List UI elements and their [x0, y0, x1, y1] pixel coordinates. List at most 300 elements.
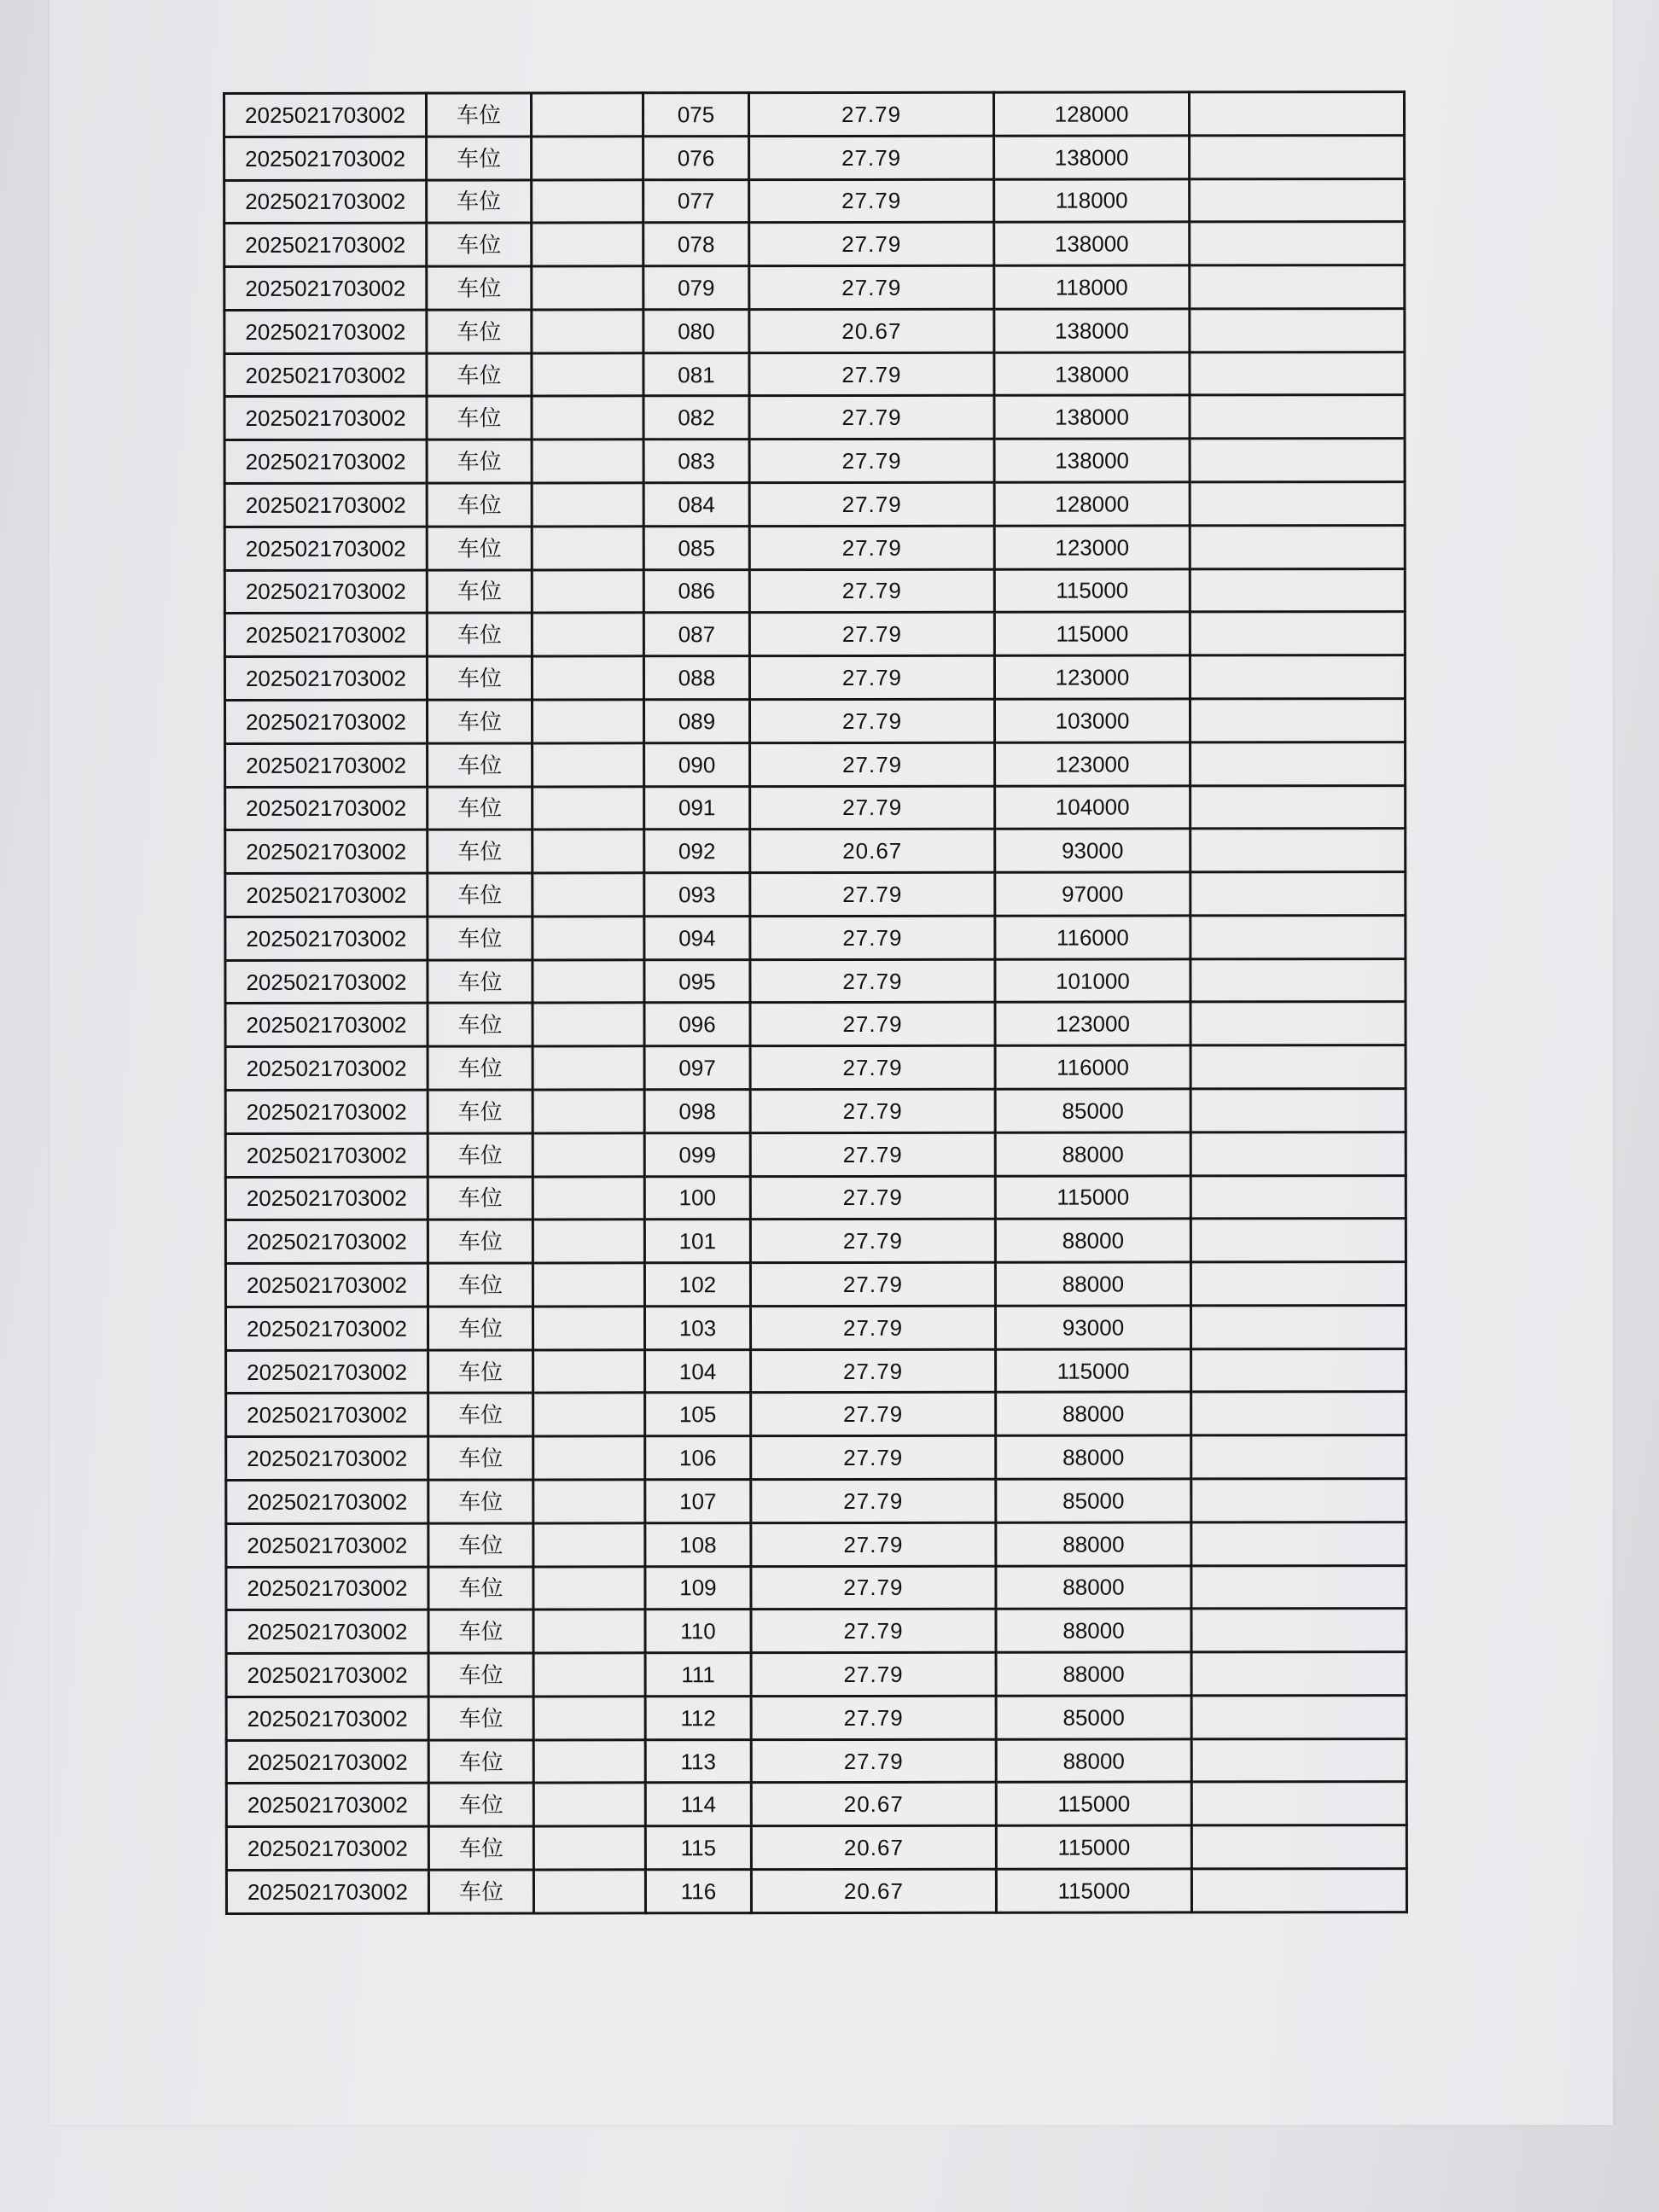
cell-area: 27.79: [750, 1176, 995, 1220]
table-row: [225, 785, 1406, 830]
cell-type: 车位: [428, 786, 533, 830]
cell-price: 103000: [994, 699, 1190, 742]
table-row: [224, 395, 1405, 440]
cell-price: 123000: [995, 742, 1190, 786]
cell-price: 93000: [995, 829, 1190, 872]
cell-area: 27.79: [749, 179, 994, 223]
paper-sheet: [49, 0, 1613, 2125]
cell-space-number: 087: [643, 613, 749, 656]
table-row: [224, 612, 1405, 657]
table-row: [226, 1609, 1406, 1654]
cell-blank: [533, 1307, 644, 1350]
cell-blank: [533, 1870, 645, 1913]
cell-space-number: 101: [644, 1220, 750, 1263]
table-row: [226, 1869, 1406, 1914]
cell-note: [1190, 1132, 1406, 1175]
cell-code: 2025021703002: [225, 787, 428, 830]
table-row: [224, 568, 1405, 614]
cell-space-number: 112: [645, 1697, 751, 1740]
cell-space-number: 095: [644, 959, 750, 1003]
cell-note: [1190, 785, 1406, 829]
cell-code: 2025021703002: [226, 1350, 428, 1394]
cell-code: 2025021703002: [224, 353, 427, 397]
cell-code: 2025021703002: [225, 743, 428, 787]
cell-type: 车位: [428, 1523, 533, 1567]
cell-code: 2025021703002: [224, 397, 427, 440]
cell-blank: [533, 1393, 645, 1436]
cell-type: 车位: [428, 1480, 533, 1523]
cell-type: 车位: [428, 1610, 533, 1653]
cell-price: 138000: [994, 352, 1190, 396]
cell-area: 27.79: [749, 613, 994, 656]
cell-type: 车位: [428, 1697, 533, 1740]
table-row: [224, 135, 1405, 180]
cell-space-number: 103: [644, 1307, 750, 1350]
cell-note: [1191, 1609, 1406, 1652]
cell-blank: [533, 1220, 644, 1263]
cell-type: 车位: [427, 137, 532, 180]
table-row: [225, 1002, 1406, 1047]
cell-space-number: 083: [643, 439, 749, 483]
table-wrapper: [223, 90, 1388, 1915]
cell-price: 88000: [996, 1565, 1191, 1609]
table-row: [226, 1695, 1406, 1740]
cell-blank: [532, 93, 643, 137]
cell-type: 车位: [427, 180, 532, 224]
cell-note: [1190, 829, 1406, 872]
cell-space-number: 099: [644, 1132, 750, 1176]
cell-area: 27.79: [751, 1610, 996, 1653]
cell-space-number: 111: [645, 1653, 751, 1697]
cell-type: 车位: [427, 570, 532, 614]
cell-code: 2025021703002: [224, 93, 427, 137]
cell-code: 2025021703002: [224, 266, 427, 310]
cell-blank: [533, 1697, 645, 1740]
cell-blank: [532, 439, 643, 483]
cell-note: [1190, 612, 1405, 655]
table-row: [224, 525, 1405, 570]
cell-code: 2025021703002: [224, 527, 427, 570]
cell-area: 27.79: [751, 1566, 996, 1610]
cell-price: 88000: [995, 1262, 1190, 1306]
cell-code: 2025021703002: [226, 1523, 428, 1567]
table-row: [224, 92, 1405, 137]
cell-note: [1190, 352, 1405, 395]
cell-code: 2025021703002: [225, 1220, 428, 1263]
cell-code: 2025021703002: [224, 224, 427, 267]
cell-price: 115000: [996, 1782, 1191, 1825]
cell-price: 128000: [994, 92, 1190, 136]
cell-space-number: 113: [645, 1739, 751, 1783]
table-row: [226, 1825, 1406, 1871]
cell-note: [1190, 178, 1405, 222]
cell-code: 2025021703002: [224, 483, 427, 527]
cell-note: [1191, 1782, 1406, 1825]
cell-area: 27.79: [751, 1522, 996, 1566]
cell-note: [1190, 742, 1406, 785]
cell-area: 27.79: [749, 699, 994, 742]
cell-blank: [532, 310, 643, 353]
cell-area: 27.79: [750, 1003, 995, 1046]
cell-space-number: 090: [644, 742, 750, 786]
cell-type: 车位: [428, 1653, 533, 1697]
cell-code: 2025021703002: [225, 960, 428, 1004]
cell-area: 27.79: [749, 439, 994, 482]
cell-code: 2025021703002: [226, 1480, 428, 1523]
cell-note: [1191, 1565, 1406, 1609]
cell-code: 2025021703002: [226, 1394, 428, 1437]
cell-area: 27.79: [749, 265, 994, 309]
cell-area: 27.79: [749, 482, 994, 526]
cell-code: 2025021703002: [224, 137, 427, 180]
table-row: [226, 1348, 1406, 1394]
cell-type: 车位: [427, 223, 532, 266]
cell-type: 车位: [428, 1393, 533, 1436]
cell-space-number: 091: [644, 786, 750, 830]
table-row: [225, 1219, 1406, 1264]
cell-note: [1191, 1695, 1406, 1738]
cell-space-number: 089: [643, 700, 749, 743]
cell-area: 27.79: [749, 223, 994, 266]
cell-type: 车位: [428, 873, 533, 917]
cell-space-number: 080: [643, 310, 749, 353]
cell-price: 85000: [995, 1089, 1190, 1132]
cell-blank: [533, 1263, 644, 1307]
cell-price: 123000: [995, 1002, 1190, 1045]
table-row: [226, 1522, 1406, 1567]
cell-code: 2025021703002: [226, 1784, 428, 1827]
cell-blank: [533, 1480, 645, 1523]
cell-area: 27.79: [750, 786, 995, 830]
cell-blank: [533, 1826, 645, 1870]
cell-type: 车位: [427, 527, 532, 570]
cell-blank: [533, 786, 644, 830]
cell-type: 车位: [427, 353, 532, 397]
cell-price: 138000: [994, 222, 1190, 265]
cell-note: [1190, 1305, 1406, 1348]
cell-price: 93000: [995, 1306, 1190, 1349]
cell-space-number: 106: [645, 1436, 751, 1480]
cell-area: 27.79: [751, 1739, 996, 1783]
table-row: [224, 178, 1405, 224]
cell-area: 27.79: [749, 92, 994, 136]
cell-area: 27.79: [749, 352, 994, 396]
cell-area: 27.79: [750, 742, 995, 786]
cell-note: [1190, 655, 1405, 699]
cell-type: 车位: [428, 1090, 533, 1133]
cell-area: 27.79: [750, 1045, 995, 1089]
cell-space-number: 084: [643, 483, 749, 527]
cell-code: 2025021703002: [225, 873, 428, 917]
cell-space-number: 093: [644, 873, 750, 917]
cell-code: 2025021703002: [224, 439, 427, 483]
cell-price: 123000: [994, 655, 1190, 699]
cell-price: 118000: [994, 178, 1190, 222]
cell-price: 88000: [996, 1739, 1191, 1783]
table-row: [224, 482, 1405, 527]
cell-blank: [533, 1739, 645, 1783]
cell-space-number: 078: [643, 223, 749, 266]
cell-type: 车位: [428, 1177, 533, 1220]
table-row: [226, 1392, 1406, 1437]
cell-note: [1190, 872, 1406, 916]
cell-area: 27.79: [749, 396, 994, 439]
cell-blank: [533, 1003, 644, 1046]
table-row: [225, 829, 1406, 874]
cell-type: 车位: [428, 1220, 533, 1263]
cell-area: 27.79: [750, 1132, 995, 1176]
cell-code: 2025021703002: [225, 1307, 428, 1350]
cell-type: 车位: [427, 439, 532, 483]
cell-space-number: 105: [645, 1393, 751, 1436]
cell-space-number: 086: [643, 569, 749, 613]
cell-space-number: 110: [645, 1610, 751, 1653]
table-row: [225, 1175, 1406, 1220]
cell-space-number: 075: [643, 93, 749, 137]
table-row: [224, 222, 1405, 267]
cell-type: 车位: [428, 1870, 533, 1913]
cell-area: 27.79: [751, 1479, 996, 1522]
cell-blank: [533, 917, 644, 960]
cell-code: 2025021703002: [226, 1610, 428, 1654]
cell-note: [1190, 395, 1405, 439]
cell-blank: [533, 1653, 645, 1697]
table-row: [226, 1435, 1406, 1481]
cell-area: 27.79: [751, 1393, 996, 1436]
cell-type: 车位: [428, 1133, 533, 1177]
cell-space-number: 104: [645, 1349, 751, 1393]
cell-blank: [532, 179, 643, 223]
cell-note: [1190, 135, 1405, 178]
cell-blank: [532, 527, 643, 570]
cell-price: 97000: [995, 872, 1190, 916]
cell-blank: [532, 137, 643, 180]
cell-area: 27.79: [749, 136, 994, 179]
cell-area: 27.79: [751, 1435, 996, 1479]
cell-blank: [532, 352, 643, 396]
cell-note: [1191, 1825, 1406, 1869]
cell-blank: [533, 743, 644, 787]
cell-note: [1190, 308, 1405, 352]
table-row: [224, 439, 1405, 484]
cell-price: 88000: [996, 1522, 1191, 1566]
cell-space-number: 096: [644, 1003, 750, 1046]
cell-type: 车位: [428, 1263, 533, 1307]
cell-note: [1190, 482, 1405, 526]
cell-area: 27.79: [751, 1696, 996, 1739]
cell-note: [1190, 525, 1405, 568]
cell-area: 27.79: [750, 872, 995, 916]
cell-code: 2025021703002: [225, 1004, 428, 1047]
cell-area: 27.79: [750, 1262, 995, 1306]
cell-code: 2025021703002: [224, 180, 427, 224]
cell-type: 车位: [427, 310, 532, 353]
cell-price: 115000: [996, 1825, 1191, 1869]
cell-blank: [533, 1610, 645, 1653]
cell-space-number: 079: [643, 266, 749, 310]
table-row: [226, 1479, 1406, 1524]
cell-area: 20.67: [751, 1869, 996, 1912]
cell-note: [1190, 439, 1405, 482]
table-row: [225, 1305, 1406, 1350]
cell-blank: [532, 656, 643, 700]
cell-blank: [532, 223, 643, 266]
table-row: [225, 1089, 1406, 1134]
cell-note: [1190, 1089, 1406, 1132]
cell-note: [1191, 1479, 1406, 1522]
cell-blank: [533, 1566, 645, 1610]
cell-space-number: 077: [643, 179, 749, 223]
cell-space-number: 098: [644, 1090, 750, 1133]
cell-type: 车位: [428, 1046, 533, 1090]
cell-price: 88000: [996, 1652, 1191, 1696]
table-row: [224, 352, 1405, 397]
cell-space-number: 085: [643, 526, 749, 569]
cell-space-number: 109: [645, 1566, 751, 1610]
cell-blank: [533, 1349, 645, 1393]
cell-type: 车位: [428, 1826, 533, 1870]
cell-type: 车位: [427, 613, 532, 656]
cell-code: 2025021703002: [226, 1697, 428, 1740]
cell-note: [1190, 699, 1405, 742]
cell-code: 2025021703002: [224, 310, 427, 353]
cell-code: 2025021703002: [226, 1436, 428, 1480]
cell-type: 车位: [428, 1003, 533, 1046]
cell-note: [1191, 1392, 1406, 1435]
cell-note: [1191, 1522, 1406, 1565]
cell-price: 115000: [996, 1349, 1191, 1393]
cell-type: 车位: [427, 700, 532, 743]
cell-price: 138000: [994, 136, 1190, 179]
cell-code: 2025021703002: [224, 656, 427, 700]
cell-area: 27.79: [751, 1652, 996, 1696]
cell-price: 115000: [995, 1175, 1190, 1219]
cell-code: 2025021703002: [225, 830, 428, 873]
cell-note: [1190, 92, 1405, 136]
cell-type: 车位: [427, 266, 532, 310]
cell-code: 2025021703002: [224, 570, 427, 614]
cell-note: [1191, 1435, 1406, 1479]
cell-area: 27.79: [749, 526, 994, 569]
cell-price: 128000: [994, 482, 1190, 526]
cell-area: 20.67: [750, 830, 995, 873]
table-row: [225, 1132, 1406, 1177]
cell-price: 116000: [995, 916, 1190, 959]
cell-blank: [533, 1133, 644, 1177]
cell-type: 车位: [427, 656, 532, 700]
cell-space-number: 082: [643, 396, 749, 439]
cell-code: 2025021703002: [225, 1046, 428, 1090]
cell-code: 2025021703002: [224, 614, 427, 657]
cell-price: 88000: [996, 1609, 1191, 1652]
cell-type: 车位: [428, 1783, 533, 1826]
table-row: [226, 1738, 1406, 1784]
cell-price: 138000: [994, 395, 1190, 439]
cell-note: [1190, 568, 1405, 612]
cell-code: 2025021703002: [225, 917, 428, 960]
cell-type: 车位: [427, 483, 532, 527]
cell-area: 27.79: [750, 1220, 995, 1263]
cell-note: [1190, 1262, 1406, 1306]
cell-code: 2025021703002: [225, 1177, 428, 1220]
cell-note: [1190, 265, 1405, 309]
cell-code: 2025021703002: [226, 1740, 428, 1784]
cell-space-number: 076: [643, 136, 749, 179]
cell-code: 2025021703002: [226, 1870, 428, 1913]
cell-space-number: 094: [644, 916, 750, 959]
cell-price: 104000: [995, 785, 1190, 829]
cell-note: [1191, 1738, 1406, 1782]
table-row: [225, 1045, 1406, 1091]
cell-space-number: 108: [645, 1522, 751, 1566]
cell-space-number: 088: [643, 656, 749, 700]
cell-area: 27.79: [751, 1349, 996, 1393]
cell-code: 2025021703002: [226, 1567, 428, 1610]
cell-type: 车位: [427, 93, 532, 137]
cell-blank: [533, 1783, 645, 1826]
cell-type: 车位: [428, 1350, 533, 1394]
table-row: [226, 1565, 1406, 1610]
table-row: [225, 958, 1406, 1004]
cell-price: 115000: [996, 1869, 1191, 1912]
cell-price: 138000: [994, 439, 1190, 482]
cell-price: 138000: [994, 309, 1190, 352]
cell-space-number: 081: [643, 352, 749, 396]
table-row: [225, 1262, 1406, 1307]
cell-blank: [532, 700, 643, 743]
table-row: [226, 1782, 1406, 1827]
cell-type: 车位: [428, 1567, 533, 1610]
cell-area: 27.79: [749, 569, 994, 613]
cell-price: 115000: [994, 612, 1190, 655]
cell-area: 27.79: [750, 959, 995, 1003]
cell-space-number: 097: [644, 1046, 750, 1090]
cell-price: 118000: [994, 265, 1190, 309]
cell-note: [1191, 1652, 1406, 1696]
cell-blank: [532, 483, 643, 527]
cell-area: 20.67: [749, 309, 994, 352]
cell-blank: [533, 873, 644, 917]
cell-price: 88000: [995, 1132, 1190, 1176]
table-row: [224, 265, 1405, 311]
cell-blank: [533, 830, 644, 873]
table-body: [224, 92, 1407, 1914]
cell-area: 20.67: [751, 1825, 996, 1869]
cell-blank: [533, 1176, 644, 1220]
cell-blank: [533, 1090, 644, 1133]
cell-code: 2025021703002: [225, 1263, 428, 1307]
cell-space-number: 107: [645, 1480, 751, 1523]
cell-price: 115000: [994, 569, 1190, 613]
cell-space-number: 115: [645, 1826, 751, 1870]
cell-area: 27.79: [750, 916, 995, 959]
cell-type: 车位: [428, 743, 533, 787]
cell-note: [1190, 1002, 1406, 1045]
cell-note: [1190, 1045, 1406, 1089]
cell-price: 88000: [995, 1219, 1190, 1262]
cell-code: 2025021703002: [226, 1653, 428, 1697]
cell-blank: [533, 1436, 645, 1480]
cell-note: [1191, 1348, 1406, 1392]
cell-price: 88000: [996, 1392, 1191, 1435]
cell-space-number: 100: [644, 1176, 750, 1220]
cell-area: 20.67: [751, 1783, 996, 1826]
cell-type: 车位: [427, 396, 532, 439]
cell-type: 车位: [428, 830, 533, 873]
cell-area: 27.79: [750, 1089, 995, 1132]
cell-space-number: 114: [645, 1783, 751, 1826]
cell-note: [1190, 1219, 1406, 1262]
